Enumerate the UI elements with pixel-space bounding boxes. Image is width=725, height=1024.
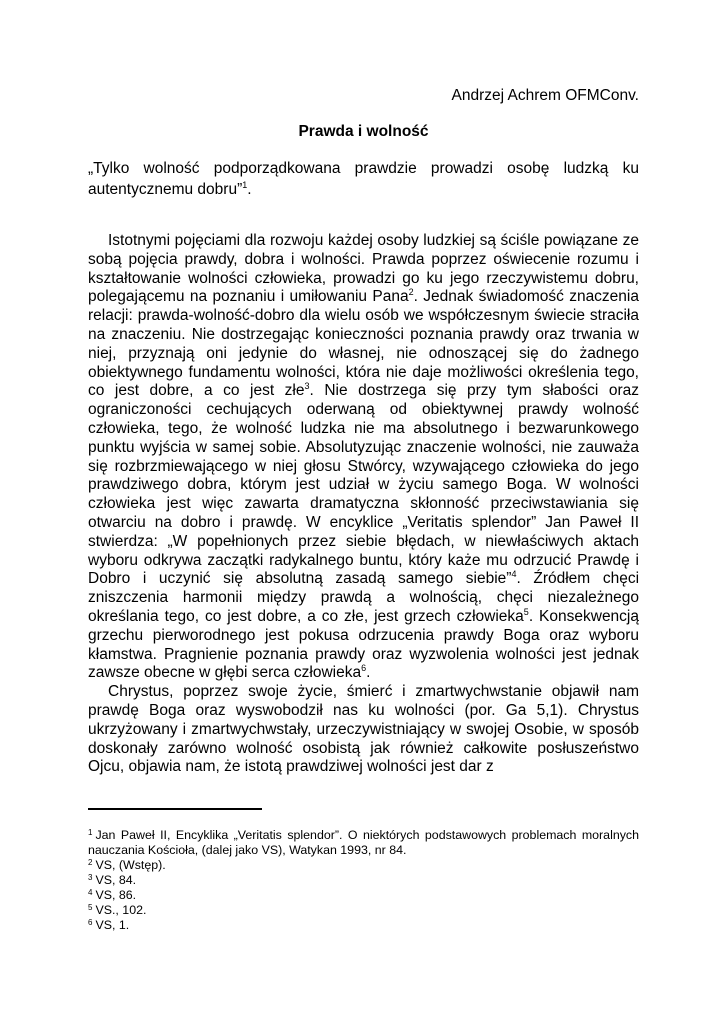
footnote-number: 5 [88,903,93,912]
footnote-4 [88,888,639,903]
footnotes [88,828,639,933]
footnote-ref-2[interactable]: 2 [408,287,414,298]
page-title: Prawda i wolność [298,123,429,140]
paragraph-1 [88,232,639,683]
footnote-ref-4[interactable]: 4 [511,569,517,580]
footnote-text: VS., 102. [95,903,147,917]
footnote-ref-5[interactable]: 5 [523,606,529,617]
paragraph-1-segment: . Nie dostrzega się przy tym słabości oraz ograniczoności cechujących oderwaną od obiektywnej prawdy wolność człowieka, tego, że wolność ludzka nie ma absolutnego i bezwarunkowego punktu wyjścia w samej sobie. Absolutyzując znaczenie wolności, nie zauważa się rozbrzmiewającego w niej głosu Stwórcy, wzywającego człowieka do jego prawdziwego dobra, którym jest udział w życiu samego Boga. W wolności człowieka jest więc zawarta dramatyczna skłonność przeciwstawiania się otwarciu na dobro i prawdę. W encyklice „Veritatis splendor” Jan Paweł II stwierdza: „W popełnionych przez siebie błędach, w niewłaściwych aktach wyboru odkrywa zaczątki radykalnego buntu, który każe mu odrzucić Prawdę i Dobro i uczynić się absolutną zasadą samego siebie” [88,382,639,588]
paragraph-1-segment: Istotnymi pojęciami dla rozwoju każdej osoby ludzkiej są ściśle powiązane ze sobą pojęcia prawdy, dobra i wolności. Prawda poprzez oświecenie rozumu i kształtowanie wolności człowieka, prowadzi go ku jego rzeczywistemu dobru, polegającemu na poznaniu i umiłowaniu Pana [88,232,639,306]
motto-quote [88,158,639,200]
footnote-separator [88,808,262,810]
footnote-text: VS, 84. [95,873,137,887]
footnote-1 [88,828,639,858]
footnote-3 [88,873,639,888]
motto-text: „Tylko wolność podporządkowana prawdzie prowadzi osobę ludzką ku autentycznemu dobru” [88,160,639,198]
footnote-2 [88,858,639,873]
footnote-text: VS, 1. [95,918,130,932]
paragraph-1-segment: . [366,664,371,682]
footnote-number: 1 [88,828,93,837]
footnote-5 [88,903,639,918]
paragraph-1-segment: . Jednak świadomość znaczenia relacji: prawda-wolność-dobro dla wielu osób we współczesnym świecie straciła na znaczeniu. Nie dostrzegając konieczności poznania prawdy oraz trwania w niej, przyznają oni jedynie do własnej, nie odnoszącej się do żadnego obiektywnego fundamentu wolności, która nie daje możliwości określenia tego, co jest dobre, a co jest złe [88,288,639,400]
footnote-text: VS, (Wstęp). [95,858,166,872]
motto-end: . [247,181,252,198]
footnote-text: Jan Paweł II, Encyklika „Veritatis splendor”. O niektórych podstawowych problemach moralnych nauczania Kościoła, (dalej jako VS), Watykan 1993, nr 84. [88,828,639,857]
paragraph-1-segment: . Źródłem chęci zniszczenia harmonii między prawdą a wolnością, chęci niezależnego określania tego, co jest dobre, a co złe, jest grzech człowieka [88,570,640,625]
footnote-ref-6[interactable]: 6 [361,663,367,674]
footnote-number: 4 [88,888,93,897]
footnote-text: VS, 86. [95,888,137,902]
body-text [88,232,639,777]
author-name: Andrzej Achrem OFMConv. [451,87,639,104]
paragraph-2: Chrystus, poprzez swoje życie, śmierć i zmartwychwstanie objawił nam prawdę Boga oraz wyswobodził nas ku wolności (por. Ga 5,1). Chrystus ukrzyżowany i zmartwychwstały, urzeczywistniający w swojej Osobie, w sposób doskonały zarówno wolność osobistą jak również całkowite posłuszeństwo Ojcu, objawia nam, że istotą prawdziwej wolności jest dar z [88,683,639,776]
footnote-number: 6 [88,918,93,927]
footnote-ref-1[interactable]: 1 [242,180,248,190]
footnote-number: 3 [88,873,93,882]
footnote-6 [88,918,639,933]
footnote-ref-3[interactable]: 3 [304,381,310,392]
footnote-number: 2 [88,858,93,867]
paragraph-1-segment: . Konsekwencją grzechu pierworodnego jest pokusa odrzucenia prawdy Boga oraz wyboru kłamstwa. Pragnienie poznania prawdy oraz wyzwolenia wolności jest jednak zawsze obecne w głębi serca człowieka [88,607,639,682]
